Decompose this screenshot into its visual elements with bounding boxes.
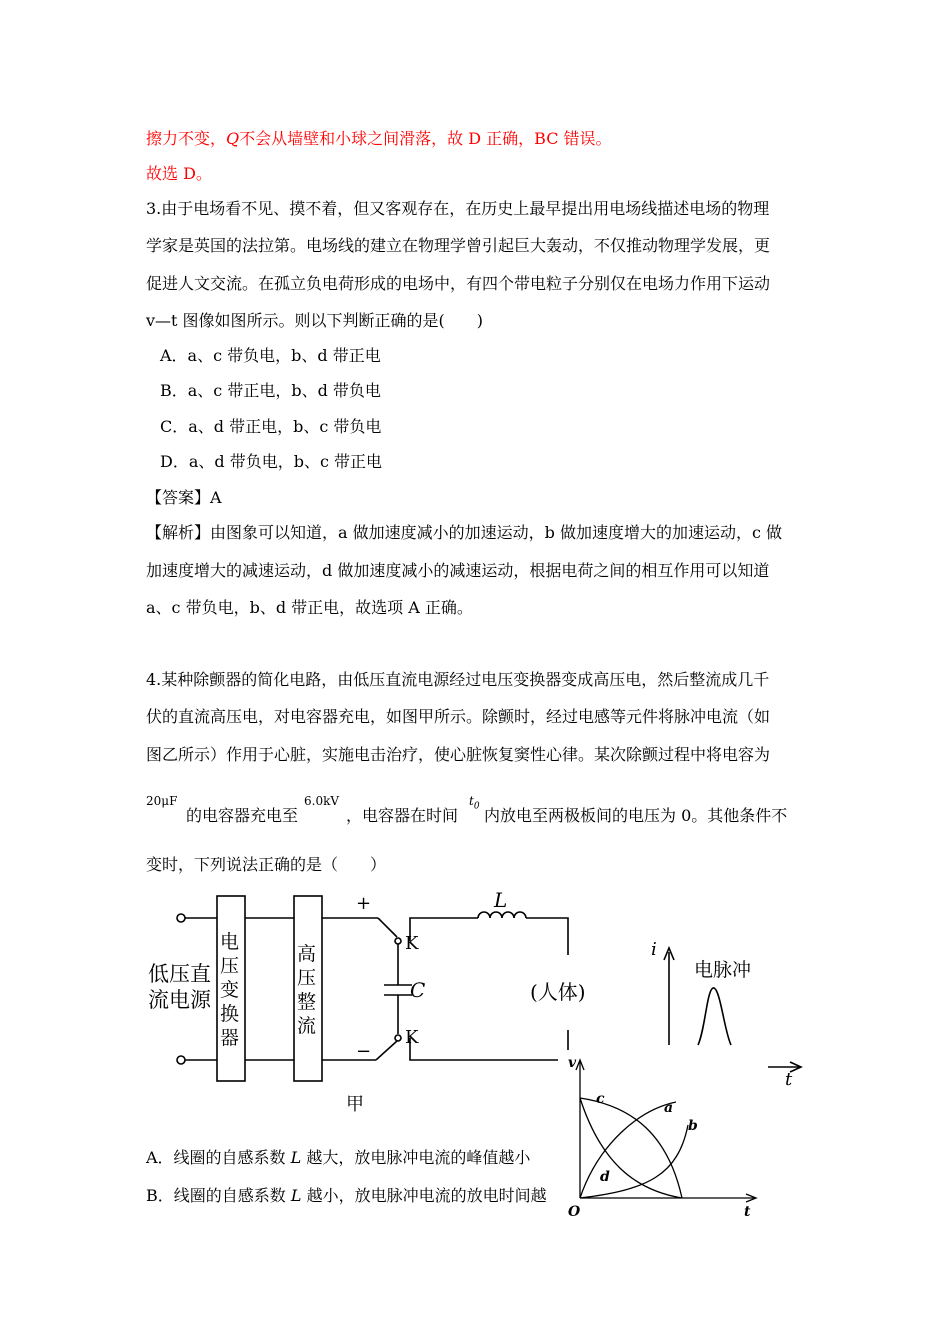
converter-char: 换 xyxy=(220,1003,240,1025)
converter-char: 压 xyxy=(220,955,240,977)
wire-to-body-top xyxy=(526,918,568,955)
converter-char: 器 xyxy=(220,1027,240,1049)
rectifier-char: 压 xyxy=(297,967,317,989)
top-switch-blade xyxy=(378,918,397,937)
vt-curve-a-label: a xyxy=(664,1100,674,1116)
rectifier-char: 整 xyxy=(297,991,317,1013)
plus-sign: + xyxy=(356,893,372,914)
q3-analysis-line: a、c 带负电，b、d 带正电，故选项 A 正确。 xyxy=(146,598,473,617)
q3-option-b: B．a、c 带正电，b、d 带负电 xyxy=(160,381,381,400)
capacitor-label: C xyxy=(410,978,426,1002)
switch-top-label: K xyxy=(405,933,419,954)
time-symbol: $t_0$ xyxy=(469,794,480,812)
q3-stem-line: 3.由于电场看不见、摸不着，但又客观存在，在历史上最早提出用电场线描述电场的物理 xyxy=(146,199,770,218)
q4-option-a: A．线圈的自感系数 L 越大，放电脉冲电流的峰值越小 xyxy=(146,1148,531,1167)
pulse-axis-t-label: t xyxy=(785,1069,793,1090)
q4-stem-line: 4.某种除颤器的简化电路，由低压直流电源经过电压变换器变成高压电，然后整流成几千 xyxy=(146,670,770,689)
pulse-axis-i-label: i xyxy=(651,939,657,960)
q4-option-b: B．线圈的自感系数 L 越小，放电脉冲电流的放电时间越 xyxy=(146,1186,547,1205)
voltage-value: 6.0kV xyxy=(304,794,340,808)
body-label: (人体) xyxy=(530,980,586,1004)
wire-to-body-bottom xyxy=(410,1030,568,1060)
input-terminal-top xyxy=(177,914,185,922)
inductor-coil xyxy=(478,912,526,918)
source-label-1: 低压直 xyxy=(148,962,211,986)
bottom-switch-blade xyxy=(376,1041,397,1060)
prev-answer-line-1: 擦力不变，Q不会从墙壁和小球之间滑落，故 D 正确，BC 错误。 xyxy=(146,129,612,148)
q3-option-d: D．a、d 带负电，b、c 带正电 xyxy=(160,452,382,471)
q4-stem-line-4a: 的电容器充电至 xyxy=(186,806,299,825)
vt-curve-d-label: d xyxy=(600,1169,610,1185)
input-terminal-bottom xyxy=(177,1056,185,1064)
diagram-caption: 甲 xyxy=(346,1094,364,1115)
vt-curve-c-label: c xyxy=(596,1091,605,1107)
pulse-label: 电脉冲 xyxy=(694,959,752,981)
vt-axis-v-label: v xyxy=(568,1055,577,1071)
rectifier-char: 流 xyxy=(297,1015,317,1037)
converter-char: 电 xyxy=(220,931,240,953)
rectifier-char: 高 xyxy=(297,943,317,965)
vt-origin-label: O xyxy=(568,1204,581,1220)
converter-char: 变 xyxy=(220,979,240,1001)
q3-stem-line: 促进人文交流。在孤立负电荷形成的电场中，有四个带电粒子分别仅在电场力作用下运动 xyxy=(146,274,771,293)
inductor-label: L xyxy=(494,888,508,912)
source-label-2: 流电源 xyxy=(148,988,211,1012)
vt-curve-b-label: b xyxy=(688,1118,698,1134)
switch-bottom-label: K xyxy=(405,1027,419,1048)
q4-stem-line-4c: 内放电至两极板间的电压为 0。其他条件不 xyxy=(484,806,788,825)
q4-stem-line: 伏的直流高压电，对电容器充电，如图甲所示。除颤时，经过电感等元件将脉冲电流（如 xyxy=(146,707,771,726)
q3-answer: 【答案】A xyxy=(146,488,222,507)
q3-stem-line: v—t 图像如图所示。则以下判断正确的是( ) xyxy=(146,311,484,330)
q3-analysis-line: 加速度增大的减速运动，d 做加速度减小的减速运动，根据电荷之间的相互作用可以知道 xyxy=(146,561,770,580)
q3-analysis-line: 【解析】由图象可以知道，a 做加速度减小的加速运动，b 做加速度增大的加速运动，c 做 xyxy=(146,523,783,542)
vt-axis-t-label: t xyxy=(744,1204,751,1220)
vt-curve-a xyxy=(580,1102,676,1198)
capacitance-value: 20μF xyxy=(146,794,178,808)
vt-graph xyxy=(558,1050,768,1225)
q3-stem-line: 学家是英国的法拉第。电场线的建立在物理学曾引起巨大轰动，不仅推动物理学发展，更 xyxy=(146,236,771,255)
q4-stem-line-5: 变时，下列说法正确的是（ ） xyxy=(146,855,387,874)
bottom-switch-contact xyxy=(395,1035,401,1041)
minus-sign: − xyxy=(356,1041,372,1062)
prev-answer-line-2: 故选 D。 xyxy=(146,164,212,183)
pulse-curve xyxy=(698,988,731,1045)
q4-stem-line-4b: ，电容器在时间 xyxy=(346,806,459,825)
q3-option-c: C．a、d 带正电，b、c 带负电 xyxy=(160,417,382,436)
top-switch-contact xyxy=(395,938,401,944)
q3-option-a: A．a、c 带负电，b、d 带正电 xyxy=(160,346,381,365)
q4-stem-line: 图乙所示）作用于心脏，实施电击治疗，使心脏恢复窦性心律。某次除颤过程中将电容为 xyxy=(146,745,771,764)
